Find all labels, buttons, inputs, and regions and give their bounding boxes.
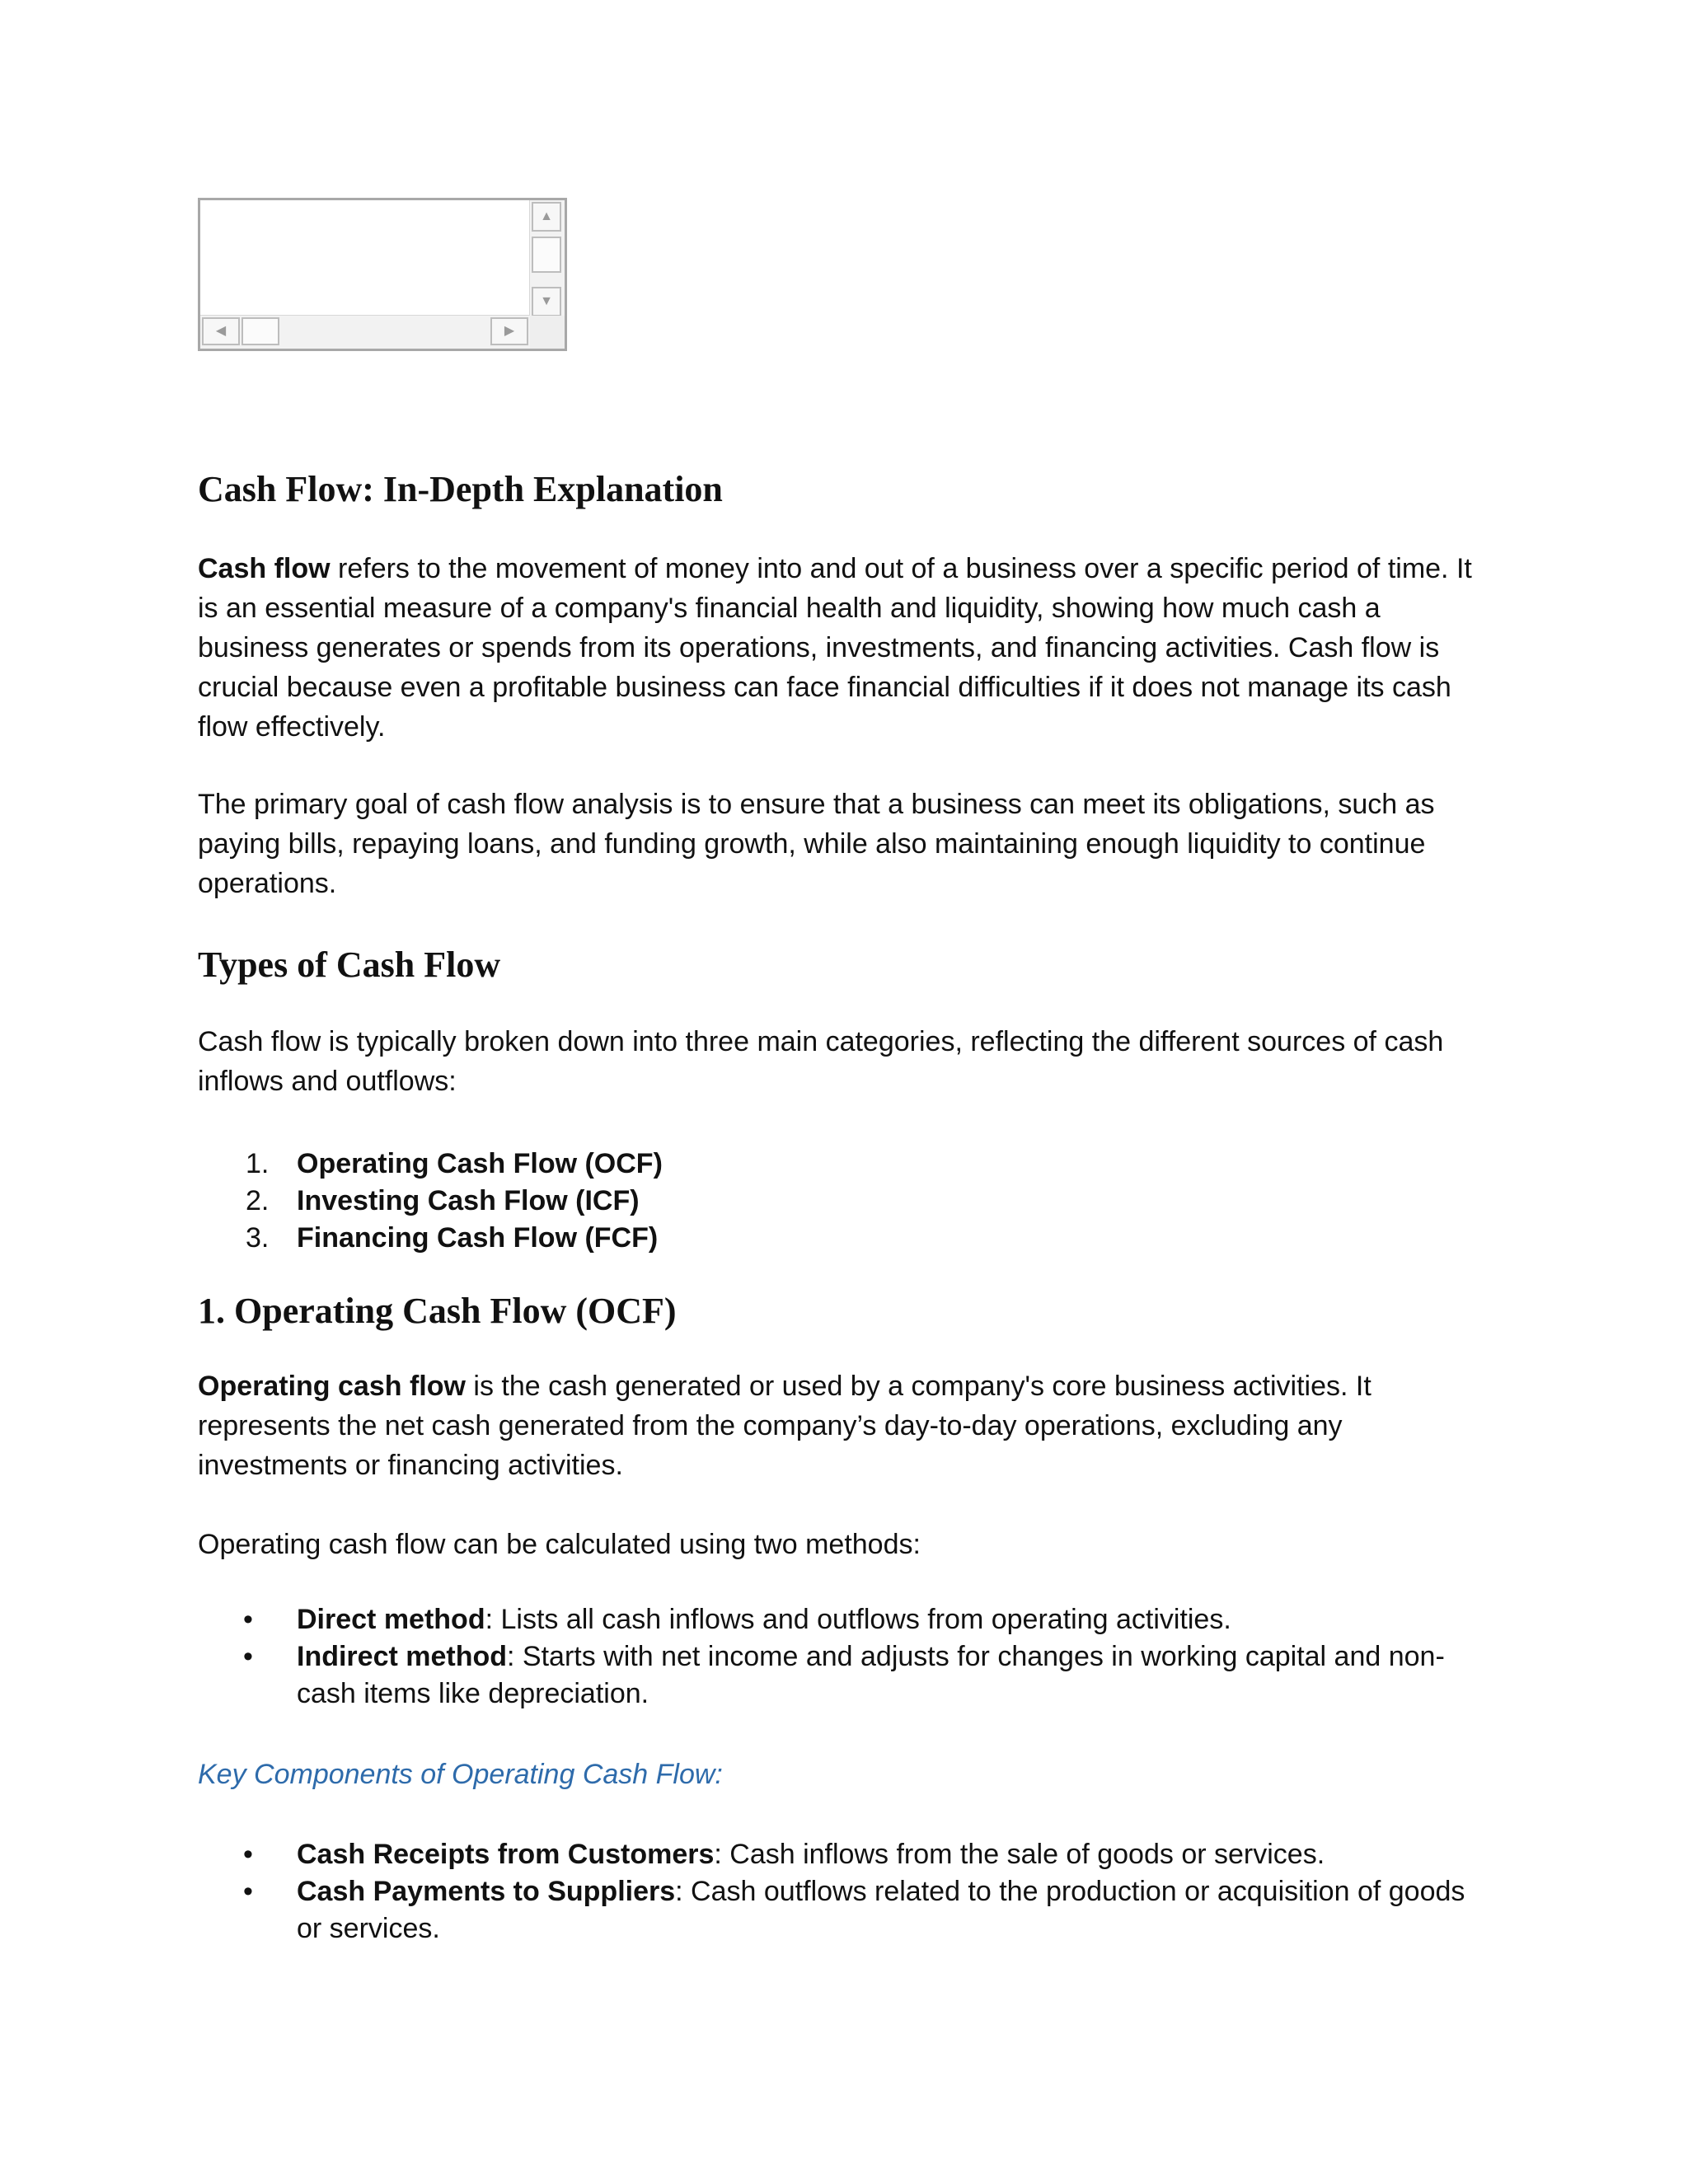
bullet-icon: • [243, 1604, 253, 1635]
list-marker: 1. [246, 1148, 270, 1179]
types-heading: Types of Cash Flow [198, 944, 501, 985]
main-heading: Cash Flow: In-Depth Explanation [198, 469, 723, 509]
scrollbar-corner [530, 316, 565, 349]
component-term: Cash Payments to Suppliers [297, 1876, 676, 1907]
list-item [198, 1146, 1484, 1183]
types-intro-paragraph: Cash flow is typically broken down into three main categories, reflecting the different sources of cash inflows and outflows: [198, 1026, 1444, 1097]
scroll-left-button[interactable] [202, 317, 240, 345]
component-text: : Cash inflows from the sale of goods or services. [714, 1839, 1325, 1870]
list-item [198, 1183, 1484, 1220]
embedded-scroll-box[interactable] [198, 198, 567, 351]
ocf-term: Operating cash flow [198, 1371, 466, 1402]
list-item [198, 1873, 1484, 1947]
vertical-scroll-thumb[interactable] [532, 237, 561, 273]
list-item [198, 1638, 1484, 1713]
goal-paragraph: The primary goal of cash flow analysis is to ensure that a business can meet its obligations, such as paying bills, repaying loans, and funding growth, while also maintaining enough liquidity to continue operations. [198, 789, 1435, 899]
bullet-icon: • [243, 1641, 253, 1672]
ocf-definition-paragraph [198, 1366, 1484, 1485]
list-item-label: Financing Cash Flow (FCF) [297, 1222, 659, 1254]
ocf-heading: 1. Operating Cash Flow (OCF) [198, 1291, 677, 1331]
intro-paragraph [198, 549, 1484, 747]
list-marker: 3. [246, 1222, 270, 1254]
arrow-down-icon: ▼ [540, 294, 553, 308]
list-marker: 2. [246, 1185, 270, 1216]
list-item [198, 1220, 1484, 1257]
method-text: : Lists all cash inflows and outflows from operating activities. [485, 1604, 1231, 1635]
list-item [198, 1601, 1484, 1638]
horizontal-scroll-thumb[interactable] [241, 317, 279, 345]
list-item-label: Investing Cash Flow (ICF) [297, 1185, 640, 1216]
list-item [198, 1836, 1484, 1873]
method-term: Direct method [297, 1604, 485, 1635]
types-list [198, 1146, 1484, 1257]
key-components-subheading: Key Components of Operating Cash Flow: [198, 1759, 723, 1790]
component-term: Cash Receipts from Customers [297, 1839, 715, 1870]
scroll-right-button[interactable] [490, 317, 528, 345]
intro-text: refers to the movement of money into and out of a business over a specific period of time. It is an essential measure of a company's financial health and liquidity, showing how much cash a business generates or spends from its operations, investments, and financing activities. Cash flow is crucial because even a profitable business can face financial difficulties if it does not manage its cash flow effectively. [198, 553, 1472, 743]
scroll-down-button[interactable] [532, 287, 561, 316]
components-list [198, 1836, 1484, 1947]
method-text: : Starts with net income and adjusts for changes in working capital and non-cash items like depreciation. [297, 1641, 1445, 1709]
component-text: : Cash outflows related to the production or acquisition of goods or services. [297, 1876, 1465, 1944]
methods-list [198, 1601, 1484, 1713]
methods-intro-paragraph: Operating cash flow can be calculated using two methods: [198, 1529, 921, 1560]
arrow-up-icon: ▲ [540, 209, 553, 223]
list-item-label: Operating Cash Flow (OCF) [297, 1148, 663, 1179]
vertical-scrollbar[interactable] [529, 200, 565, 318]
scroll-up-button[interactable] [532, 202, 561, 232]
method-term: Indirect method [297, 1641, 508, 1672]
horizontal-scrollbar[interactable] [200, 315, 530, 349]
bullet-icon: • [243, 1876, 253, 1907]
arrow-left-icon: ◀ [215, 324, 227, 338]
arrow-right-icon: ▶ [504, 324, 515, 338]
ocf-text: is the cash generated or used by a company's core business activities. It represents the net cash generated from the company’s day-to-day operations, excluding any investments or financing activities. [198, 1371, 1372, 1481]
intro-term: Cash flow [198, 553, 331, 584]
bullet-icon: • [243, 1839, 253, 1870]
